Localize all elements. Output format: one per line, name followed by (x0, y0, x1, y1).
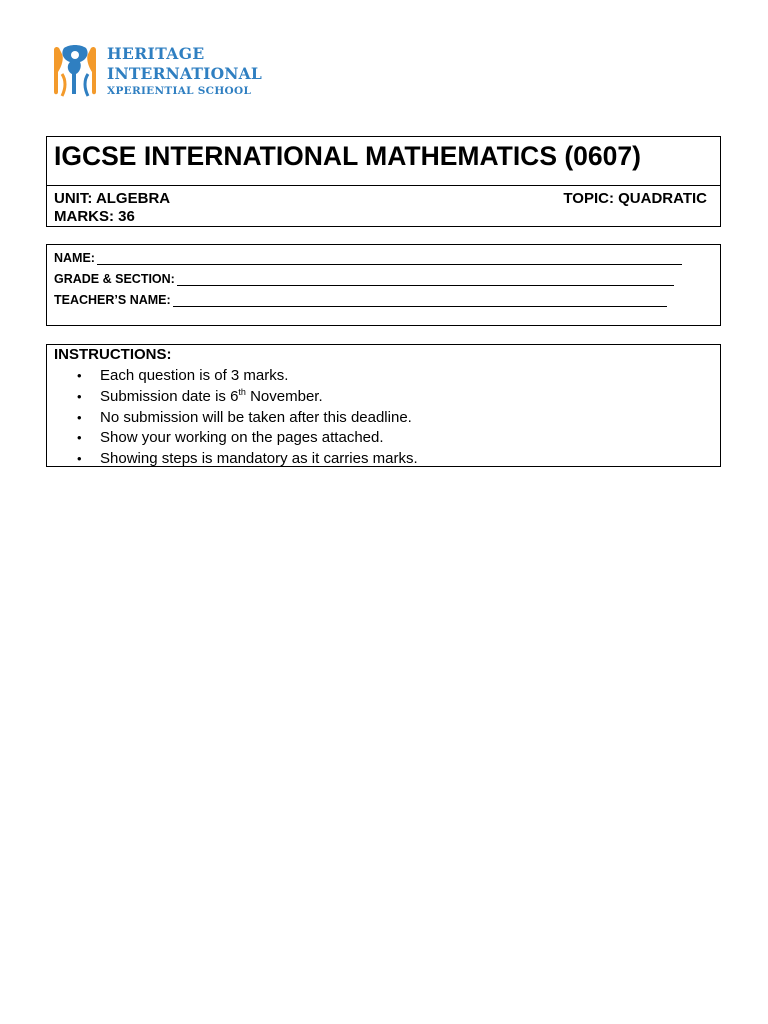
instruction-item (47, 428, 418, 449)
instructions-list (47, 366, 418, 470)
school-name-line1: HERITAGE (107, 44, 205, 63)
bullet-icon: • (77, 451, 82, 467)
exam-title: IGCSE INTERNATIONAL MATHEMATICS (0607) (54, 141, 641, 171)
exam-header-box (46, 136, 721, 227)
bullet-icon: • (77, 409, 82, 425)
name-field-label: NAME: (54, 251, 95, 265)
instruction-text: No submission will be taken after this deadline. (100, 408, 412, 426)
instruction-item (47, 449, 418, 470)
name-field[interactable] (54, 251, 682, 265)
instruction-item (47, 408, 418, 429)
instructions-title: INSTRUCTIONS: (54, 346, 172, 363)
school-name-line2: INTERNATIONAL (107, 64, 262, 83)
instruction-text: Showing steps is mandatory as it carries marks. (100, 450, 418, 468)
grade-section-blank-line[interactable] (177, 274, 674, 286)
name-blank-line[interactable] (97, 253, 682, 265)
teacher-name-field[interactable] (54, 293, 667, 307)
school-emblem-icon (50, 44, 100, 98)
bullet-icon: • (77, 388, 82, 404)
teacher-name-blank-line[interactable] (173, 295, 667, 307)
school-logo (50, 44, 290, 100)
instruction-text: Each question is of 3 marks. (100, 367, 289, 384)
date-month: November. (245, 387, 323, 405)
instructions-box (46, 344, 721, 467)
marks-label: MARKS: 36 (54, 208, 135, 225)
title-row (47, 137, 720, 186)
instruction-text: Show your working on the pages attached. (100, 429, 384, 447)
unit-label: UNIT: ALGEBRA (54, 190, 171, 207)
grade-section-field-label: GRADE & SECTION: (54, 272, 175, 286)
topic-label: TOPIC: QUADRATIC (563, 190, 707, 207)
grade-section-field[interactable] (54, 272, 674, 286)
student-details-box (46, 244, 721, 326)
date-ordinal-suffix: th (238, 386, 246, 397)
teacher-name-field-label: TEACHER’S NAME: (54, 293, 171, 307)
instruction-item (47, 366, 418, 387)
bullet-icon: • (77, 368, 82, 383)
instruction-item (47, 387, 418, 408)
bullet-icon: • (77, 430, 82, 446)
instruction-text: Submission date is 6 (100, 387, 239, 405)
school-name-line3: XPERIENTIAL SCHOOL (107, 85, 252, 97)
